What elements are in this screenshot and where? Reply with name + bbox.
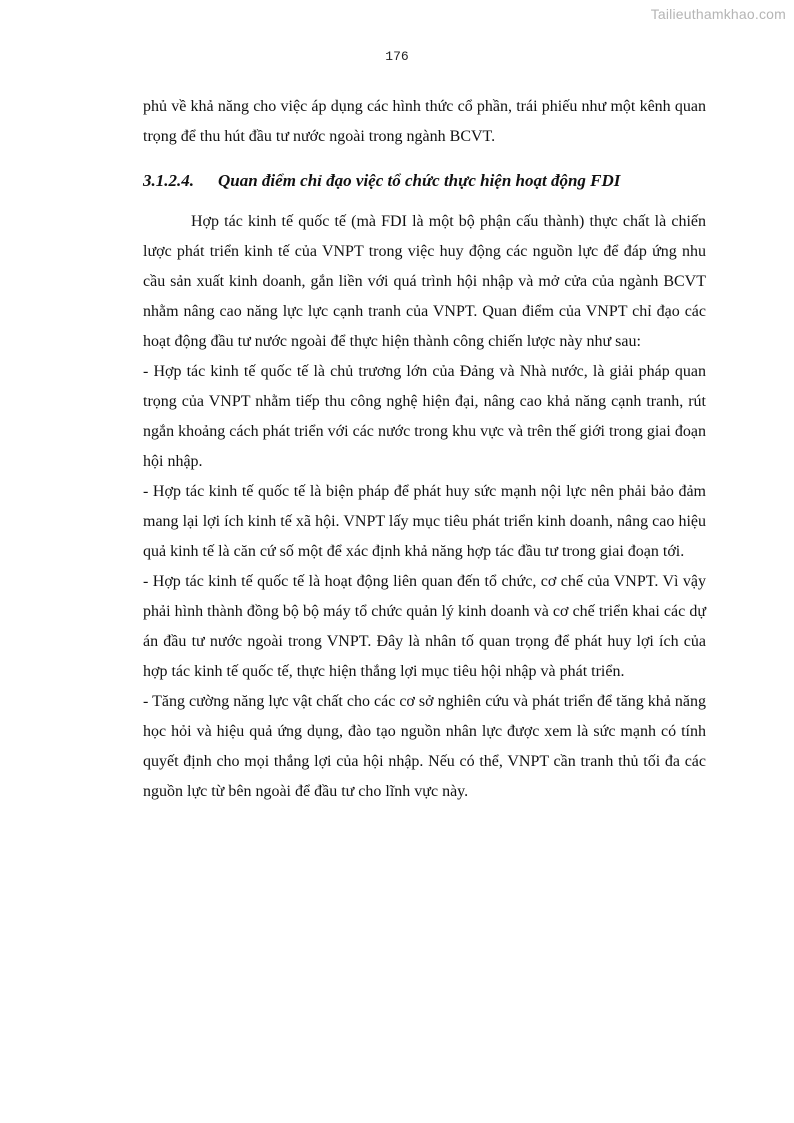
bullet-paragraph-1: - Hợp tác kinh tế quốc tế là chủ trương lớn của Đảng và Nhà nước, là giải pháp quan trọng của VNPT nhằm tiếp thu công nghệ hiện đại, nâng cao khả năng cạnh tranh, rút ngắn khoảng cách phát triển với các nước trong khu vực và trên thế giới trong giai đoạn hội nhập.: [143, 363, 706, 470]
section-heading: [143, 164, 706, 198]
bullet-paragraph-2: - Hợp tác kinh tế quốc tế là biện pháp để phát huy sức mạnh nội lực nên phải bảo đảm mang lại lợi ích kinh tế xã hội. VNPT lấy mục tiêu phát triển kinh doanh, nâng cao hiệu quả kinh tế là căn cứ số một để xác định khả năng hợp tác đầu tư trong giai đoạn tới.: [143, 483, 706, 560]
bullet-paragraph-4: - Tăng cường năng lực vật chất cho các cơ sở nghiên cứu và phát triển để tăng khả năng học hỏi và hiệu quả ứng dụng, đào tạo nguồn nhân lực được xem là sức mạnh có tính quyết định cho mọi thắng lợi của hội nhập. Nếu có thể, VNPT cần tranh thủ tối đa các nguồn lực từ bên ngoài để đầu tư cho lĩnh vực này.: [143, 693, 706, 800]
section-number: 3.1.2.4.: [143, 171, 194, 190]
lead-paragraph: Hợp tác kinh tế quốc tế (mà FDI là một bộ phận cấu thành) thực chất là chiến lược phát triển kinh tế của VNPT trong việc huy động các nguồn lực để đáp ứng nhu cầu sản xuất kinh doanh, gắn liền với quá trình hội nhập và mở cửa của ngành BCVT nhằm nâng cao năng lực lực cạnh tranh của VNPT. Quan điểm của VNPT chỉ đạo các hoạt động đầu tư nước ngoài để thực hiện thành công chiến lược này như sau:: [143, 213, 706, 350]
bullet-paragraph-3: - Hợp tác kinh tế quốc tế là hoạt động liên quan đến tổ chức, cơ chế của VNPT. Vì vậy phải hình thành đồng bộ bộ máy tổ chức quản lý kinh doanh và cơ chế triển khai các dự án đầu tư nước ngoài trong VNPT. Đây là nhân tố quan trọng để phát huy lợi ích của hợp tác kinh tế quốc tế, thực hiện thắng lợi mục tiêu hội nhập và phát triển.: [143, 573, 706, 680]
watermark-text: Tailieuthamkhao.com: [650, 6, 786, 22]
section-title: Quan điểm chỉ đạo việc tổ chức thực hiện hoạt động FDI: [218, 171, 621, 190]
page-number: 176: [385, 49, 409, 64]
document-body: [143, 92, 706, 807]
intro-paragraph: phủ về khả năng cho việc áp dụng các hình thức cổ phần, trái phiếu như một kênh quan trọng để thu hút đầu tư nước ngoài trong ngành BCVT.: [143, 98, 706, 145]
